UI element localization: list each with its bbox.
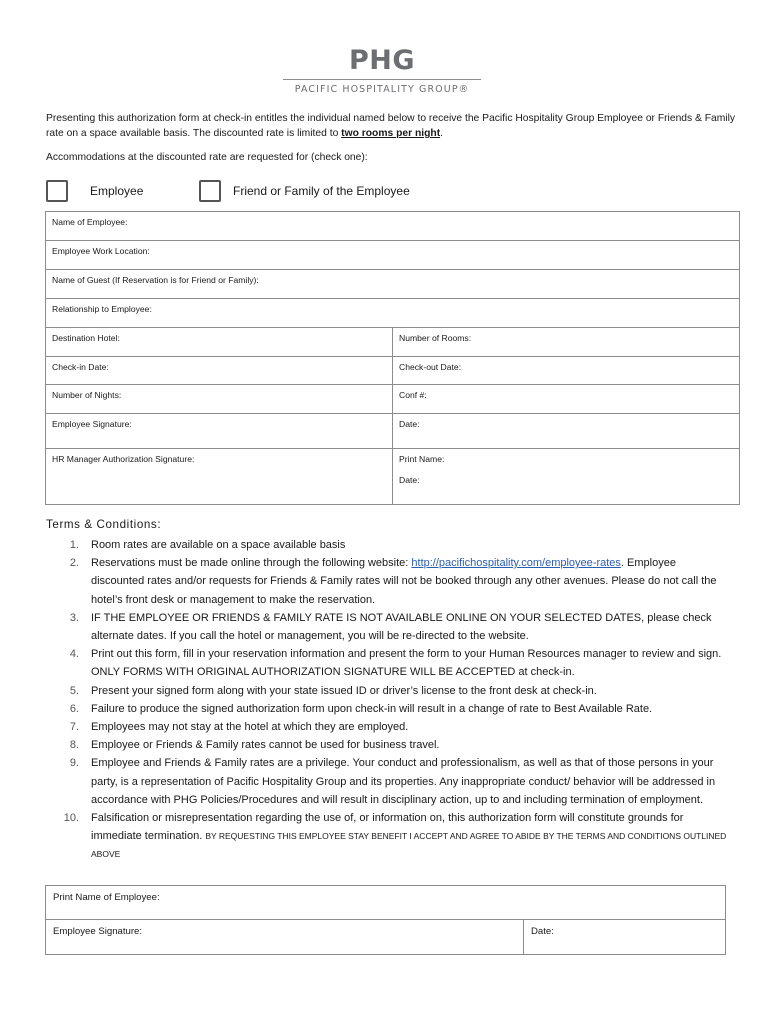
terms-item-number: 9. <box>69 757 79 770</box>
terms-item-text: Present your signed form along with your state issued ID or driver’s license to the front desk at check-in. <box>91 684 597 697</box>
hr-print-name-label: Print Name: <box>399 454 445 464</box>
terms-item <box>44 700 728 718</box>
number-of-rooms-label: Number of Rooms: <box>399 333 472 343</box>
terms-item-number: 6. <box>69 702 79 715</box>
phg-logo <box>283 46 481 95</box>
number-of-nights-field[interactable] <box>46 385 393 414</box>
logo-mark: PHG <box>348 45 416 76</box>
destination-hotel-field[interactable] <box>46 328 393 357</box>
conf-number-field[interactable] <box>393 385 740 414</box>
terms-item-text: Print out this form, fill in your reservation information and present the form to your Human Resources manager to review and sign. ONLY FORMS WITH ORIGINAL AUTHORIZATION SIGNATURE WILL BE ACCEPTED at check-in. <box>91 648 722 679</box>
check-out-label: Check-out Date: <box>399 362 462 372</box>
intro-paragraph <box>46 111 736 141</box>
friend-family-checkbox[interactable] <box>199 180 221 202</box>
terms-item-text: Failure to produce the signed authorization form upon check-in will result in a change of rate to Best Available Rate. <box>91 702 653 715</box>
guest-name-field[interactable] <box>46 270 740 299</box>
terms-item-text-continued: . Employee discounted rates and/or requests for Friends & Family rates will not be booked through any other avenues. Please do not call the hotel’s front desk or management to make the reservation. <box>91 557 717 606</box>
terms-item <box>44 682 728 700</box>
number-of-rooms-field[interactable] <box>393 328 740 357</box>
terms-item-text: Room rates are available on a space available basis <box>91 539 346 551</box>
print-name-employee-label: Print Name of Employee: <box>53 892 160 903</box>
hr-print-name-date-field[interactable] <box>393 449 740 505</box>
terms-item-number: 8. <box>69 739 79 752</box>
accommodations-prompt: Accommodations at the discounted rate are requested for (check one): <box>46 152 368 163</box>
terms-item-number: 5. <box>69 684 79 697</box>
terms-item <box>44 809 728 864</box>
check-in-field[interactable] <box>46 357 393 385</box>
agreement-statement: BY REQUESTING THIS EMPLOYEE STAY BENEFIT I ACCEPT AND AGREE TO ABIDE BY THE TERMS AND CONDITIONS OUTLINED ABOVE <box>91 831 727 860</box>
logo-company-name: PACIFIC HOSPITALITY GROUP® <box>294 84 470 95</box>
ack-employee-signature-field[interactable] <box>46 920 524 955</box>
intro-emphasis: two rooms per night <box>341 128 441 139</box>
terms-item-number: 3. <box>69 611 79 624</box>
terms-title: Terms & Conditions: <box>46 518 162 531</box>
terms-item-text: Employee or Friends & Family rates cannot be used for business travel. <box>91 739 440 752</box>
terms-item <box>44 718 728 736</box>
employee-checkbox-label: Employee <box>90 184 144 198</box>
terms-item-number: 1. <box>69 539 79 551</box>
intro-text: Presenting this authorization form at check-in entitles the individual named below to receive the Pacific Hospitality Group Employee or Friends & Family rate on a space available basis. The discounted rate is limited to <box>46 113 736 139</box>
terms-list <box>44 536 728 864</box>
terms-item-text: IF THE EMPLOYEE OR FRIENDS & FAMILY RATE IS NOT AVAILABLE ONLINE ON YOUR SELECTED DATES, please check alternate dates. If you call the hotel or management, you will be re-directed to the website. <box>91 611 712 643</box>
terms-item-text: Employee and Friends & Family rates are a privilege. Your conduct and professionalism, as well as that of those persons in your party, is a representation of Pacific Hospitality Group and its properties. Any inappropriate conduct/ behavior will be addressed in accordance with PHG Policies/Procedures and will result in disciplinary action, up to and including termination of employment. <box>91 757 716 806</box>
terms-item-text: Reservations must be made online through the following website: <box>91 557 412 570</box>
hr-date-label: Date: <box>399 475 420 485</box>
terms-item-number: 2. <box>69 557 79 570</box>
terms-item <box>44 554 728 609</box>
hr-signature-label: HR Manager Authorization Signature: <box>52 454 195 464</box>
print-name-employee-field[interactable] <box>46 886 726 920</box>
employee-signature-field[interactable] <box>46 414 393 449</box>
reservation-form <box>45 211 740 505</box>
ack-date-label: Date: <box>531 926 554 937</box>
option-friend-family[interactable] <box>199 178 410 204</box>
terms-item <box>44 645 728 681</box>
destination-hotel-label: Destination Hotel: <box>52 333 120 343</box>
number-of-nights-label: Number of Nights: <box>52 390 122 400</box>
option-employee[interactable] <box>46 178 143 204</box>
terms-item <box>44 609 728 645</box>
terms-item <box>44 736 728 754</box>
ack-employee-signature-label: Employee Signature: <box>53 926 143 937</box>
guest-name-label: Name of Guest (If Reservation is for Friend or Family): <box>52 275 259 285</box>
conf-number-label: Conf #: <box>399 390 427 400</box>
ack-date-field[interactable] <box>524 920 726 955</box>
employee-signature-date-field[interactable] <box>393 414 740 449</box>
terms-item <box>44 754 728 809</box>
terms-item-number: 4. <box>69 648 79 661</box>
relationship-label: Relationship to Employee: <box>52 304 152 314</box>
terms-item-number: 7. <box>69 721 79 734</box>
name-of-employee-label: Name of Employee: <box>52 217 128 227</box>
terms-item <box>44 536 728 554</box>
terms-item-text: Falsification or misrepresentation regarding the use of, or information on, this authorization form will constitute grounds for immediate termination. <box>91 812 684 843</box>
acknowledgement-form <box>45 885 726 955</box>
intro-end: . <box>440 128 443 139</box>
relationship-field[interactable] <box>46 299 740 328</box>
employee-signature-label: Employee Signature: <box>52 419 132 429</box>
hr-signature-field[interactable] <box>46 449 393 505</box>
employee-signature-date-label: Date: <box>399 419 420 429</box>
employee-rates-link[interactable]: http://pacifichospitality.com/employee-rates <box>411 557 621 570</box>
work-location-field[interactable] <box>46 241 740 270</box>
check-out-field[interactable] <box>393 357 740 385</box>
employee-checkbox[interactable] <box>46 180 68 202</box>
friend-family-checkbox-label: Friend or Family of the Employee <box>233 184 410 198</box>
name-of-employee-field[interactable] <box>46 212 740 241</box>
terms-item-number: 10. <box>63 812 79 825</box>
terms-item-text: Employees may not stay at the hotel at which they are employed. <box>91 721 409 734</box>
work-location-label: Employee Work Location: <box>52 246 150 256</box>
logo-divider <box>283 79 481 80</box>
check-in-label: Check-in Date: <box>52 362 109 372</box>
